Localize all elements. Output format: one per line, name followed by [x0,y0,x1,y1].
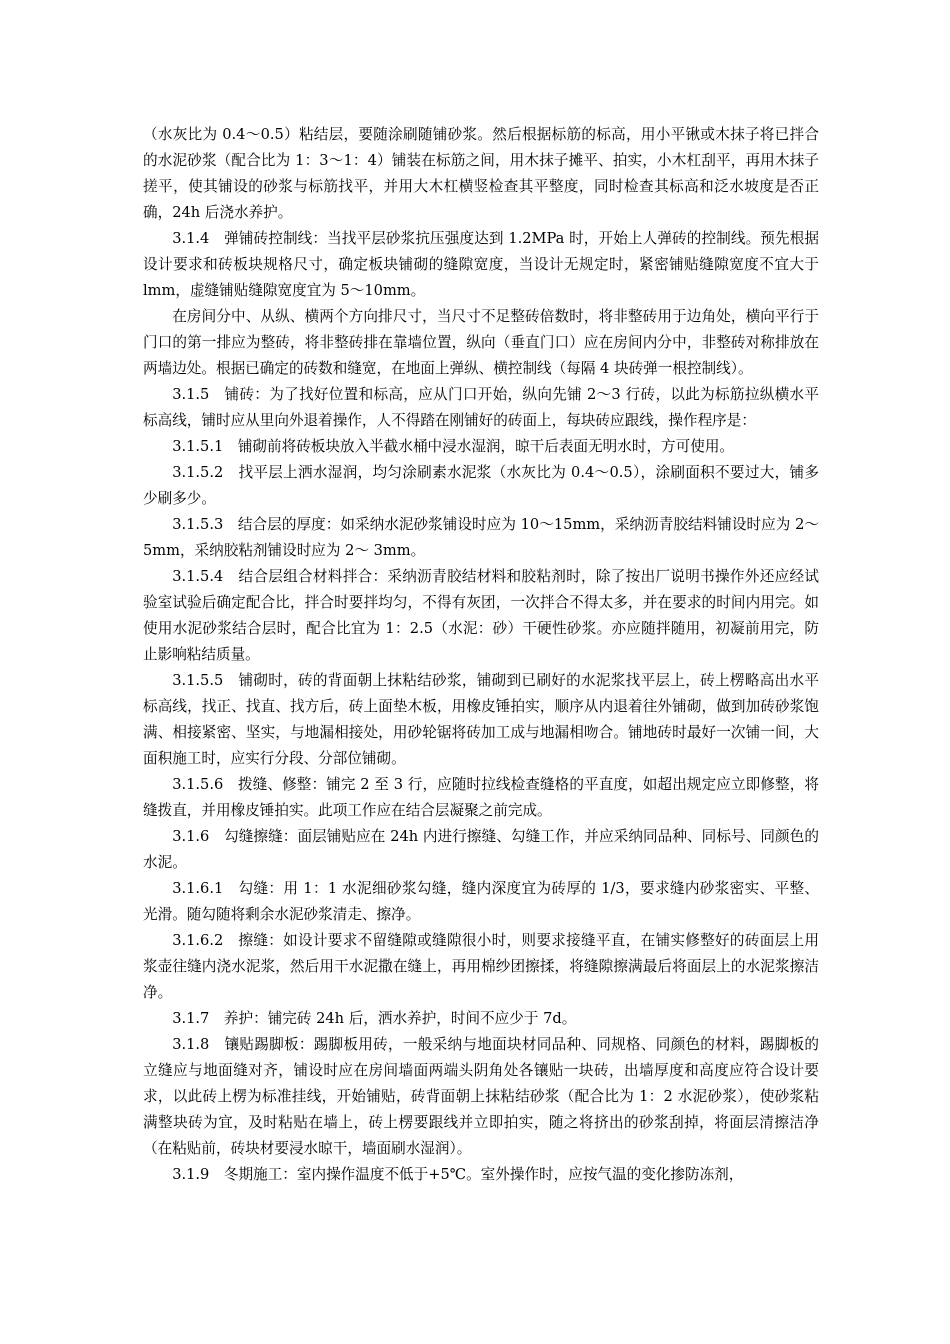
paragraph-3-1-4: 3.1.4 弹铺砖控制线：当找平层砂浆抗压强度达到 1.2MPa 时，开始上人弹砖的控制线。预先根据设计要求和砖板块规格尺寸，确定板块铺砌的缝隙宽度，当设计无规定时，紧密铺贴缝隙宽度不宜大于 lmm，虚缝铺贴缝隙宽度宜为 5～10mm。 [143,230,819,299]
paragraph-3-1-5-1: 3.1.5.1 铺砌前将砖板块放入半截水桶中浸水湿润，晾干后表面无明水时，方可使用。 [172,438,735,455]
paragraph-0: （水灰比为 0.4～0.5）粘结层，要随涂刷随铺砂浆。然后根据标筋的标高，用小平锹或木抹子将已拌合的水泥砂浆（配合比为 1：3～1：4）铺装在标筋之间，用木抹子摊平、拍实，小木杠刮平，再用木抹子搓平，使其铺设的砂浆与标筋找平，并用大木杠横竖检查其平整度，同时检查其标高和泛水坡度是否正确，24h 后浇水养护。 [143,126,819,221]
paragraph-3-1-5-4: 3.1.5.4 结合层组合材料拌合：采纳沥青胶结材料和胶粘剂时，除了按出厂说明书操作外还应经试验室试验后确定配合比，拌合时要拌均匀，不得有灰团，一次拌合不得太多，并在要求的时间内用完。如使用水泥砂浆结合层时，配合比宜为 1：2.5（水泥：砂）干硬性砂浆。亦应随拌随用，初凝前用完，防止影响粘结质量。 [143,568,819,663]
paragraph-3-1-5: 3.1.5 铺砖：为了找好位置和标高，应从门口开始，纵向先铺 2～3 行砖，以此为标筋拉纵横水平标高线，铺时应从里向外退着操作，人不得踏在刚铺好的砖面上，每块砖应跟线，操作程序是： [143,386,819,429]
paragraph-3-1-5-6: 3.1.5.6 拨缝、修整：铺完 2 至 3 行，应随时拉线检查缝格的平直度，如超出规定应立即修整，将缝拨直，并用橡皮锤拍实。此项工作应在结合层凝聚之前完成。 [143,776,819,819]
paragraph-3-1-5-5: 3.1.5.5 铺砌时，砖的背面朝上抹粘结砂浆，铺砌到已刷好的水泥浆找平层上，砖上楞略高出水平标高线，找正、找直、找方后，砖上面垫木板，用橡皮锤拍实，顺序从内退着往外铺砌，做到加砖砂浆饱满、相接紧密、坚实，与地漏相接处，用砂轮锯将砖加工成与地漏相吻合。铺地砖时最好一次铺一间，大面积施工时，应实行分段、分部位铺砌。 [143,672,819,767]
paragraph-3-1-6-2: 3.1.6.2 擦缝：如设计要求不留缝隙或缝隙很小时，则要求接缝平直，在铺实修整好的砖面层上用浆壶往缝内浇水泥浆，然后用干水泥撒在缝上，再用棉纱团擦揉，将缝隙擦满最后将面层上的水泥浆擦洁净。 [143,932,819,1001]
document-page [143,122,819,1188]
paragraph-3-1-6: 3.1.6 勾缝擦缝：面层铺贴应在 24h 内进行擦缝、勾缝工作，并应采纳同品种、同标号、同颜色的水泥。 [143,828,819,871]
paragraph-3-1-7: 3.1.7 养护：铺完砖 24h 后，洒水养护，时间不应少于 7d。 [172,1010,577,1027]
paragraph-3-1-5-2: 3.1.5.2 找平层上洒水湿润，均匀涂刷素水泥浆（水灰比为 0.4～0.5），涂刷面积不要过大，铺多少刷多少。 [143,464,819,507]
paragraph-3-1-8: 3.1.8 镶贴踢脚板：踢脚板用砖，一般采纳与地面块材同品种、同规格、同颜色的材料，踢脚板的立缝应与地面缝对齐，铺设时应在房间墙面两端头阴角处各镶贴一块砖，出墙厚度和高度应符合设计要求，以此砖上楞为标准挂线，开始铺贴，砖背面朝上抹粘结砂浆（配合比为 1：2 水泥砂浆），使砂浆粘满整块砖为宜，及时粘贴在墙上，砖上楞要跟线并立即拍实，随之将挤出的砂浆刮掉，将面层清擦洁净（在粘贴前，砖块材要浸水晾干，墙面刷水湿润）。 [143,1036,819,1157]
paragraph-3-1-9: 3.1.9 冬期施工：室内操作温度不低于+5℃。室外操作时，应按气温的变化掺防冻剂， [172,1166,744,1183]
paragraph-3-1-5-3: 3.1.5.3 结合层的厚度：如采纳水泥砂浆铺设时应为 10～15mm，采纳沥青胶结料铺设时应为 2～5mm，采纳胶粘剂铺设时应为 2～ 3mm。 [143,516,819,559]
paragraph-3-1-6-1: 3.1.6.1 勾缝：用 1：1 水泥细砂浆勾缝，缝内深度宜为砖厚的 1/3，要求缝内砂浆密实、平整、光滑。随勾随将剩余水泥砂浆清走、擦净。 [143,880,819,923]
paragraph-layout-grid: 在房间分中、从纵、横两个方向排尺寸，当尺寸不足整砖倍数时，将非整砖用于边角处，横向平行于门口的第一排应为整砖，将非整砖排在靠墙位置，纵向（垂直门口）应在房间内分中，非整砖对称排放在两墙边处。根据已确定的砖数和缝宽，在地面上弹纵、横控制线（每隔 4 块砖弹一根控制线）。 [143,308,819,377]
